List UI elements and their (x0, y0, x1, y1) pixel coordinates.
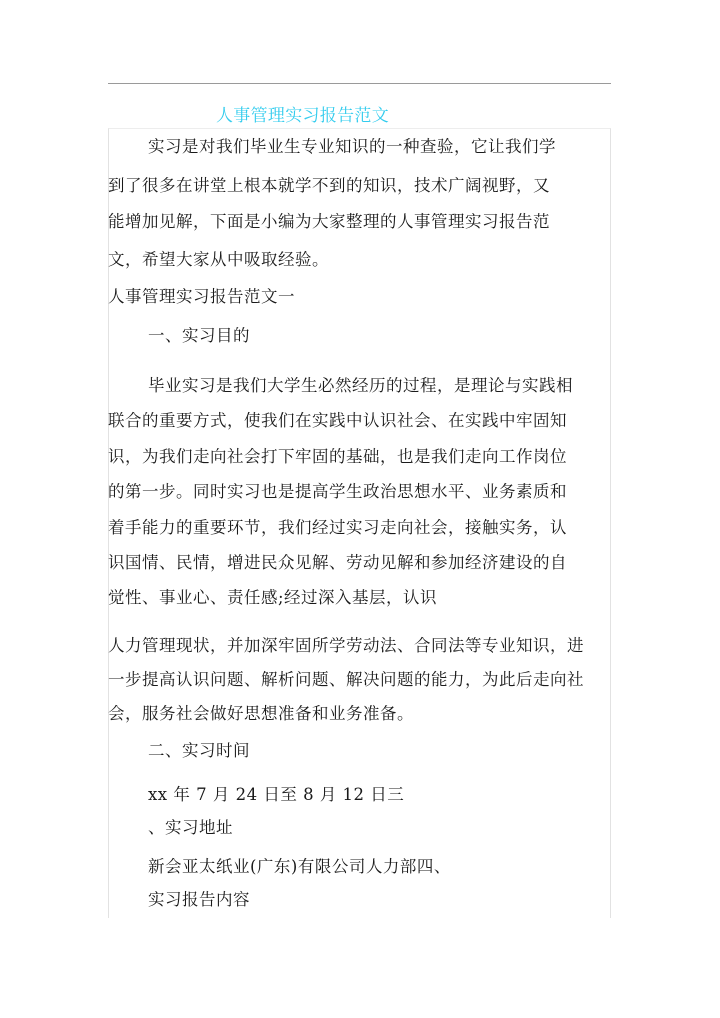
para1-line-5: 着手能力的重要环节，我们经过实习走向社会，接触实务，认 (108, 518, 567, 537)
intro-line-3: 能增加见解，下面是小编为大家整理的人事管理实习报告范 (108, 212, 550, 231)
top-rule (108, 83, 611, 84)
heading-purpose: 一、实习目的 (148, 326, 250, 345)
section-title: 人事管理实习报告范文一 (108, 287, 295, 306)
intro-line-2: 到了很多在讲堂上根本就学不到的知识，技术广阔视野，又 (108, 176, 550, 195)
document-title: 人事管理实习报告范文 (216, 106, 389, 126)
intro-line-4: 文，希望大家从中吸取经验。 (108, 250, 329, 269)
heading-location: 、实习地址 (148, 818, 233, 837)
para1-line-2: 联合的重要方式，使我们在实践中认识社会、在实践中牢固知 (108, 411, 567, 430)
para1-line-7: 觉性、事业心、责任感;经过深入基层，认识 (108, 588, 438, 607)
para1-line-6: 识国情、民情，增进民众见解、劳动见解和参加经济建设的自 (108, 553, 567, 572)
date-line: xx 年 7 月 24 日至 8 月 12 日三 (148, 785, 405, 804)
para1-line-3: 识，为我们走向社会打下牢固的基础，也是我们走向工作岗位 (108, 447, 567, 466)
intro-line-1: 实习是对我们毕业生专业知识的一种查验，它让我们学 (148, 137, 556, 156)
para2-line-1: 人力管理现状，并加深牢固所学劳动法、合同法等专业知识，进 (108, 636, 584, 655)
address-line: 新会亚太纸业(广东)有限公司人力部四、 (148, 857, 451, 876)
para1-line-1: 毕业实习是我们大学生必然经历的过程，是理论与实践相 (148, 376, 573, 395)
para2-line-3: 会，服务社会做好思想准备和业务准备。 (108, 704, 414, 723)
para2-line-2: 一步提高认识问题、解析问题、解决问题的能力，为此后走向社 (108, 670, 584, 689)
para1-line-4: 的第一步。同时实习也是提高学生政治思想水平、业务素质和 (108, 482, 567, 501)
heading-time: 二、实习时间 (148, 741, 250, 760)
heading-content: 实习报告内容 (148, 890, 250, 909)
